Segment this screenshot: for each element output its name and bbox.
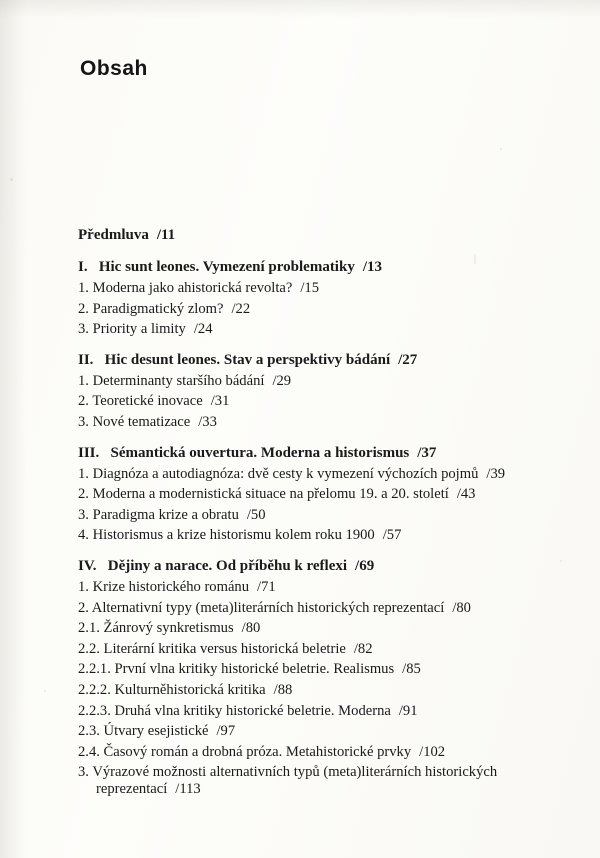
scan-speck bbox=[500, 148, 502, 150]
toc-entry-label: II. Hic desunt leones. Stav a perspektivy bádání bbox=[78, 351, 391, 368]
scan-speck bbox=[560, 560, 562, 562]
toc-entry[interactable] bbox=[78, 559, 548, 574]
toc-entry-label: 2.3. Útvary esejistické bbox=[78, 723, 209, 740]
toc-entry[interactable] bbox=[78, 487, 548, 502]
toc-entry-label: 3. Nové tematizace bbox=[78, 413, 191, 430]
toc-entry[interactable] bbox=[78, 601, 548, 616]
toc-entry-label: 1. Moderna jako ahistorická revolta? bbox=[78, 280, 293, 296]
toc-entry[interactable] bbox=[78, 415, 548, 430]
toc-entry-label: 2.1. Žánrový synkretismus bbox=[78, 620, 234, 637]
toc-entry[interactable] bbox=[78, 374, 548, 389]
toc-entry-page: /91 bbox=[398, 702, 418, 719]
toc-entry[interactable] bbox=[78, 228, 548, 243]
toc-entry[interactable] bbox=[78, 508, 548, 523]
toc-entry-label: IV. Dějiny a narace. Od příběhu k reflexi bbox=[78, 557, 348, 574]
toc-entry[interactable] bbox=[78, 704, 548, 719]
toc-entry-page: /37 bbox=[417, 444, 437, 461]
page-title: Obsah bbox=[80, 57, 148, 80]
scan-speck bbox=[44, 690, 46, 692]
toc-entry[interactable] bbox=[78, 394, 548, 409]
scan-speck bbox=[10, 178, 13, 181]
toc-entry[interactable] bbox=[78, 765, 548, 780]
toc-entry[interactable] bbox=[78, 621, 548, 636]
page-edge-shadow-left bbox=[0, 0, 26, 858]
toc-entry-page: /97 bbox=[216, 723, 236, 740]
toc-entry-label: 1. Krize historického románu bbox=[78, 578, 250, 595]
toc-entry-label: reprezentací bbox=[96, 780, 168, 797]
toc-entry[interactable] bbox=[78, 281, 548, 296]
toc-entry-page: /43 bbox=[456, 486, 476, 503]
toc-entry-page: /85 bbox=[402, 661, 421, 678]
toc-entry[interactable] bbox=[78, 642, 548, 657]
toc-entry[interactable] bbox=[78, 467, 548, 482]
toc-entry-page: /29 bbox=[272, 372, 292, 389]
toc-entry-label: 2.2.3. Druhá vlna kritiky historické beletrie. Moderna bbox=[78, 702, 391, 719]
toc-entry-label: 3. Výrazové možnosti alternativních typů (meta)literárních historických bbox=[78, 764, 498, 781]
toc-entry[interactable] bbox=[78, 662, 548, 677]
toc-entry-page: /82 bbox=[353, 640, 373, 657]
toc-entry-label: 2.2.1. První vlna kritiky historické beletrie. Realismus bbox=[78, 661, 395, 678]
toc-entry-page: /11 bbox=[156, 227, 176, 243]
toc-entry-page: /31 bbox=[210, 393, 230, 410]
toc-entry[interactable] bbox=[78, 353, 548, 368]
toc-entry-page: /88 bbox=[273, 681, 293, 698]
toc-entry-label: 2. Paradigmatický zlom? bbox=[78, 300, 224, 317]
toc-entry-page: /57 bbox=[382, 527, 402, 544]
toc-entry[interactable] bbox=[78, 782, 548, 797]
toc-entry-page: /80 bbox=[452, 599, 471, 616]
toc-entry-label: 2.2. Literární kritika versus historická beletrie bbox=[78, 640, 346, 657]
toc-entry-page: /113 bbox=[175, 780, 201, 797]
toc-entry[interactable] bbox=[78, 724, 548, 739]
toc-entry-label: 2.2.2. Kulturněhistorická kritika bbox=[78, 681, 266, 698]
toc-entry[interactable] bbox=[78, 580, 548, 595]
toc-entry-label: 3. Priority a limity bbox=[78, 321, 186, 338]
toc-entry[interactable] bbox=[78, 745, 548, 760]
toc-entry-page: /39 bbox=[486, 465, 506, 482]
toc-entry[interactable] bbox=[78, 528, 548, 543]
toc-entry-label: 2. Moderna a modernistická situace na přelomu 19. a 20. století bbox=[78, 486, 449, 503]
toc-entry-page: /22 bbox=[231, 300, 251, 317]
toc-entry-label: 2. Teoretické inovace bbox=[78, 393, 203, 410]
toc-entry-page: /33 bbox=[198, 413, 217, 430]
toc-entry[interactable] bbox=[78, 302, 548, 317]
toc-entry[interactable] bbox=[78, 260, 548, 275]
toc-entry-label: 2. Alternativní typy (meta)literárních historických reprezentací bbox=[78, 599, 445, 616]
toc-entry-label: I. Hic sunt leones. Vymezení problematiky bbox=[78, 259, 355, 275]
toc-entry-page: /80 bbox=[241, 620, 261, 637]
toc-entry-page: /15 bbox=[300, 280, 320, 296]
toc-entry-page: /69 bbox=[355, 557, 375, 574]
toc-entry[interactable] bbox=[78, 322, 548, 337]
toc-entry-label: Předmluva bbox=[78, 227, 149, 243]
toc-entry-page: /71 bbox=[257, 578, 276, 595]
table-of-contents bbox=[78, 228, 548, 802]
toc-entry-label: 3. Paradigma krize a obratu bbox=[78, 506, 239, 523]
toc-entry-label: 1. Determinanty staršího bádání bbox=[78, 372, 265, 389]
toc-entry-label: 4. Historismus a krize historismu kolem roku 1900 bbox=[78, 527, 375, 544]
toc-entry-page: /13 bbox=[362, 259, 382, 275]
toc-entry-page: /50 bbox=[246, 506, 266, 523]
toc-entry-label: III. Sémantická ouvertura. Moderna a historismus bbox=[78, 444, 410, 461]
toc-entry-label: 2.4. Časový román a drobná próza. Metahistorické prvky bbox=[78, 743, 412, 760]
page-edge-shadow-top bbox=[0, 0, 600, 18]
toc-entry-page: /24 bbox=[193, 321, 213, 338]
toc-entry-label: 1. Diagnóza a autodiagnóza: dvě cesty k vymezení výchozích pojmů bbox=[78, 465, 479, 482]
toc-entry-page: /27 bbox=[398, 351, 418, 368]
toc-entry-page: /102 bbox=[419, 743, 446, 760]
toc-entry[interactable] bbox=[78, 446, 548, 461]
toc-entry[interactable] bbox=[78, 683, 548, 698]
